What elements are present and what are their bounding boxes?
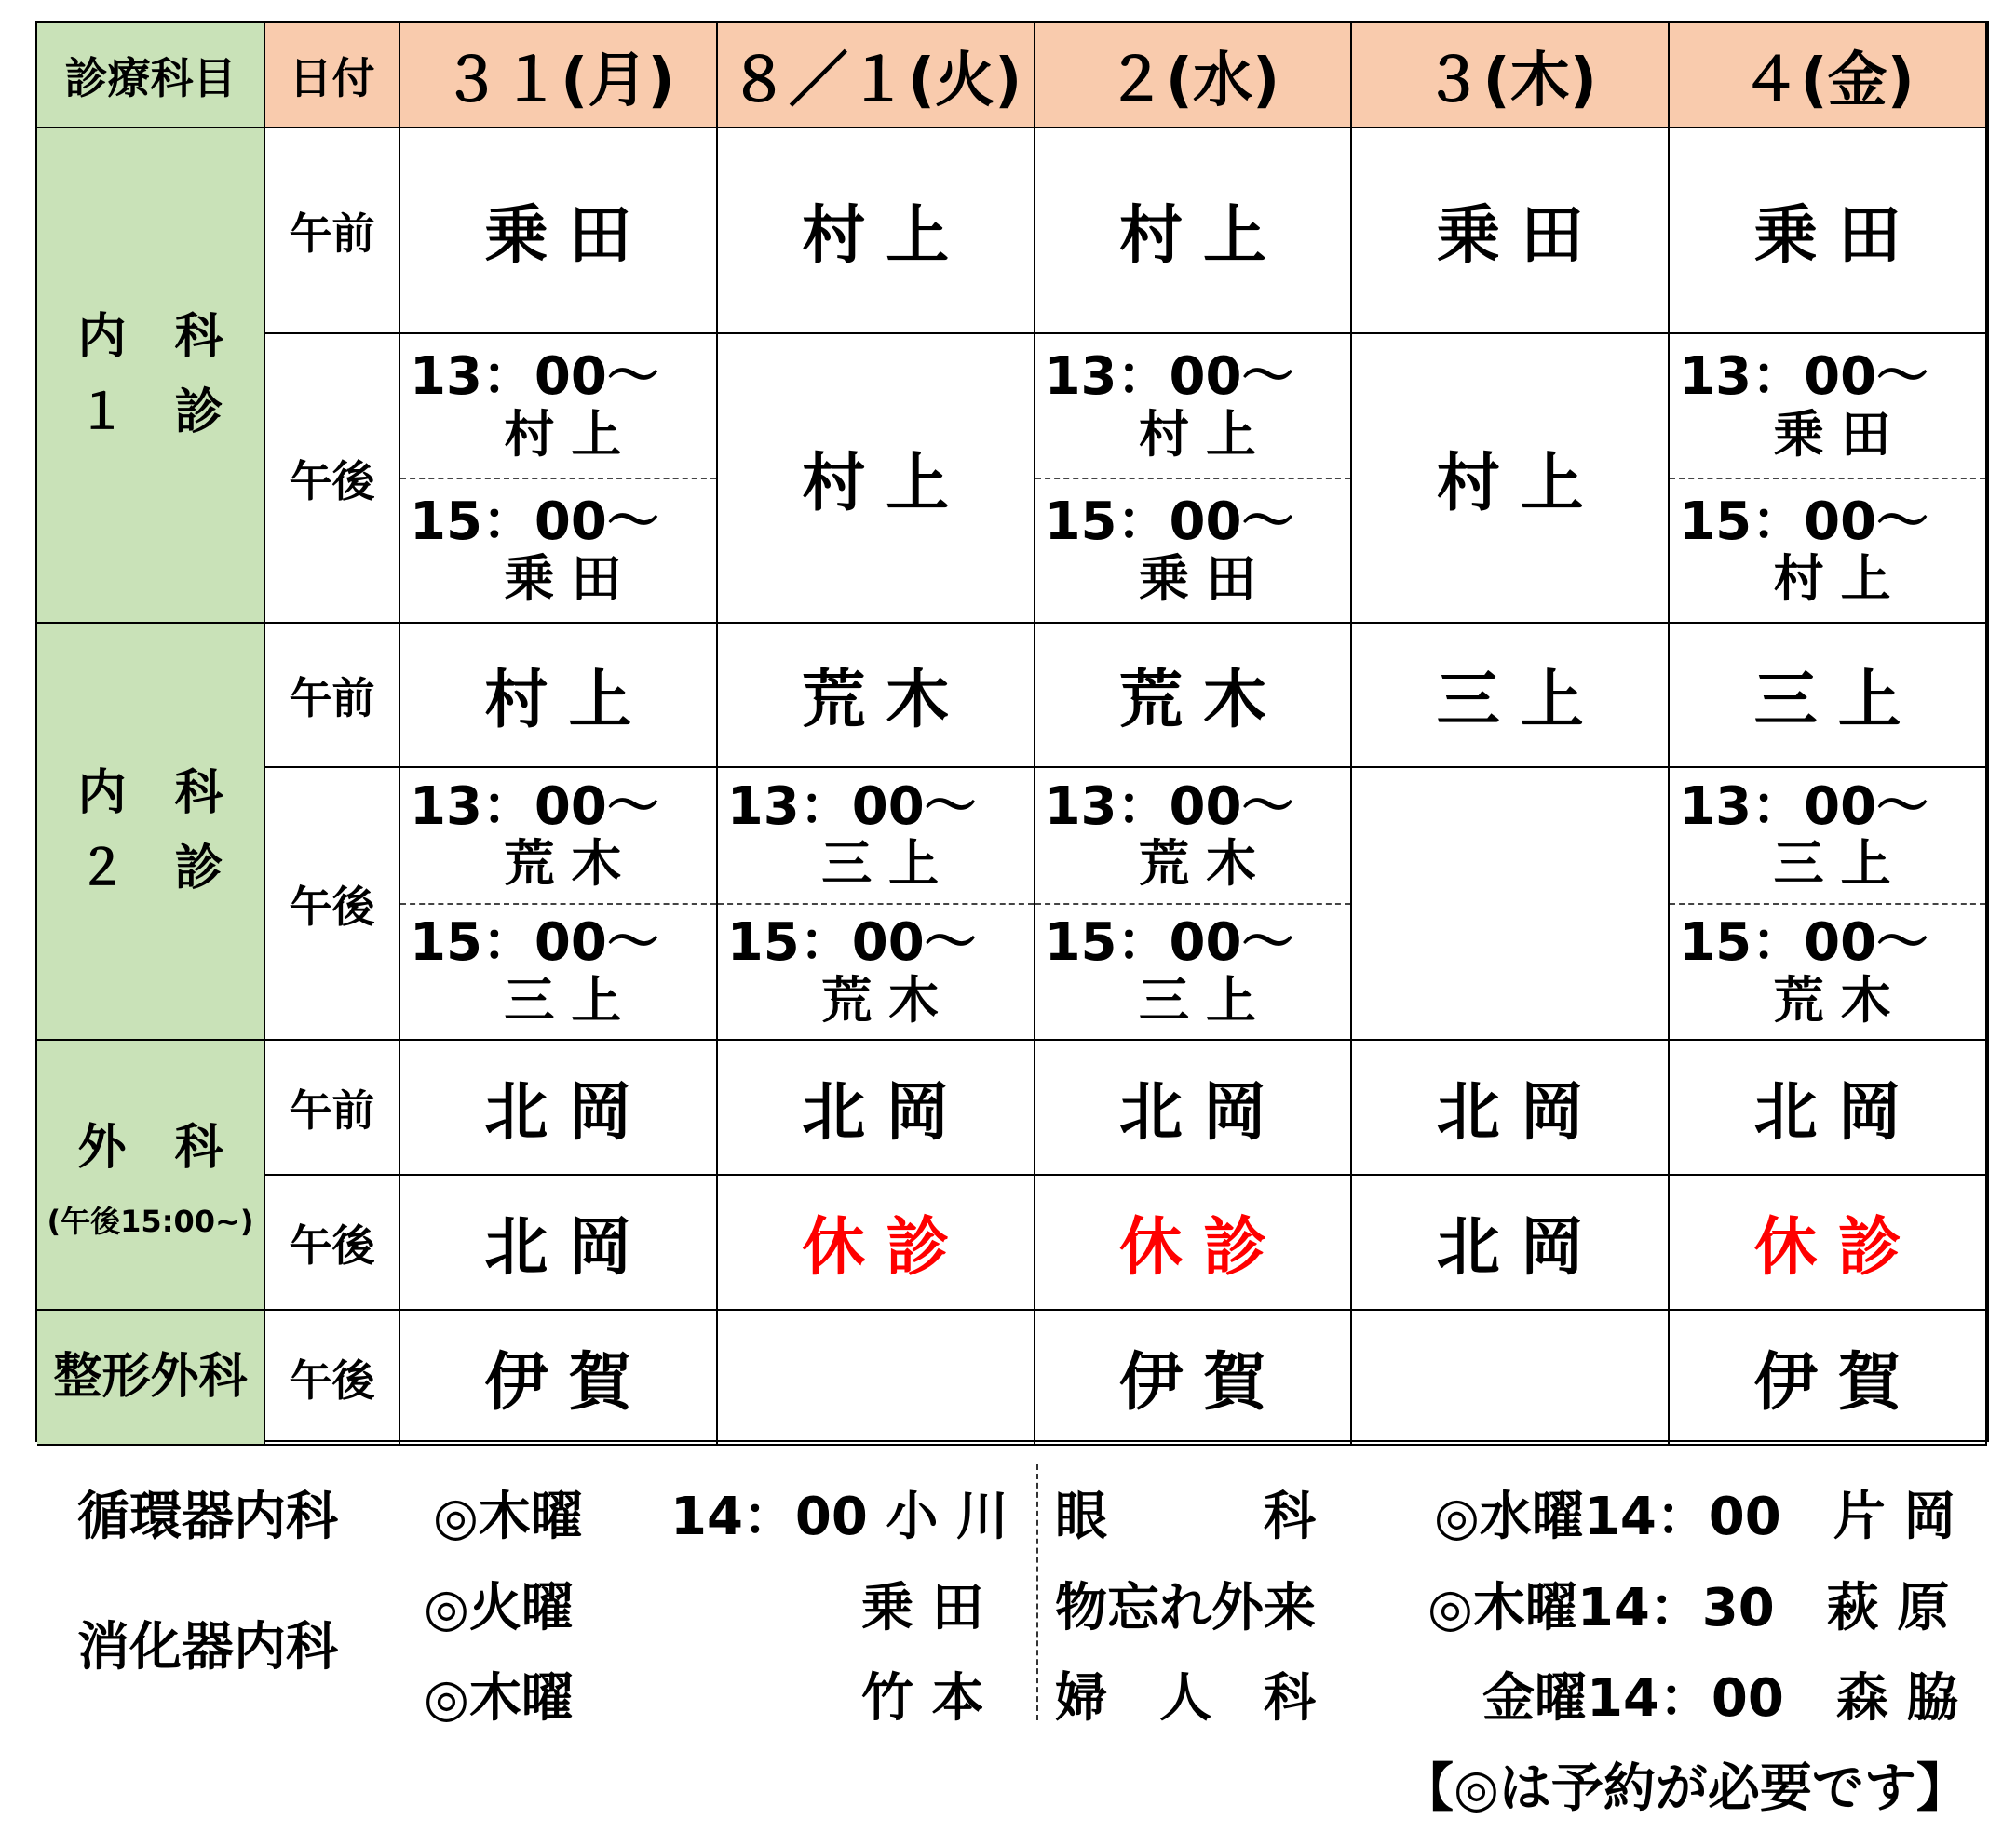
slot-doctor: 三上 [1138, 970, 1273, 1030]
slot-doctor: 三上 [821, 834, 956, 894]
time-slot [1035, 768, 1351, 903]
dept-naika-1: 内 科 １ 診 [37, 128, 265, 624]
schedule-notes [0, 1448, 2016, 1829]
dept-seikei: 整形外科 [37, 1311, 265, 1446]
dept-geka-note: (午後15:00~) [47, 1204, 254, 1240]
slot-time: 15：00～ [410, 912, 659, 974]
geka-am-cell: 北岡 [1352, 1041, 1670, 1176]
time-slot [400, 768, 716, 903]
naika1-pm-cell: 村上 [718, 334, 1035, 624]
slot-time: 15：00～ [1679, 912, 1929, 974]
period-pm: 午後 [265, 768, 400, 1041]
geka-pm-cell: 休診 [1035, 1176, 1353, 1311]
naika2-pm-cell [718, 768, 1035, 1041]
geka-pm-cell: 休診 [1670, 1176, 1987, 1311]
note-shokaki-doctor-1: 乗 田 [861, 1578, 984, 1638]
naika1-am-cell: 乗田 [1670, 128, 1987, 334]
slot-doctor: 三上 [1773, 834, 1908, 894]
note-shokaki-label: 消化器内科 [77, 1617, 338, 1678]
geka-pm-cell: 北岡 [1352, 1176, 1670, 1311]
seikei-pm-cell: 伊賀 [1035, 1311, 1353, 1446]
time-slot [718, 903, 1034, 1040]
period-am: 午前 [265, 624, 400, 768]
time-slot [1670, 478, 1985, 623]
naika2-pm-cell [1035, 768, 1353, 1041]
naika1-pm-cell: 村上 [1352, 334, 1670, 624]
time-slot [1035, 334, 1351, 478]
note-junkanki-time-doctor: 14：00 小 川 [670, 1487, 1008, 1547]
slot-time: 13：00～ [410, 775, 659, 837]
day-header: ３１(月) [400, 23, 718, 128]
geka-am-cell: 北岡 [400, 1041, 718, 1176]
slot-doctor: 乗田 [1138, 549, 1273, 609]
date-header: 日付 [265, 23, 400, 128]
dept-geka [37, 1041, 265, 1311]
geka-pm-cell: 休診 [718, 1176, 1035, 1311]
slot-time: 13：00～ [1679, 775, 1929, 837]
slot-time: 15：00～ [1044, 491, 1294, 552]
note-monowasure-schedule: ◎木曜14：30 萩 原 [1427, 1578, 1950, 1638]
naika2-am-cell: 三上 [1352, 624, 1670, 768]
slot-doctor: 荒木 [821, 970, 956, 1030]
geka-am-cell: 北岡 [718, 1041, 1035, 1176]
slot-doctor: 荒木 [1138, 834, 1273, 894]
seikei-pm-cell [1352, 1311, 1670, 1446]
time-slot [1035, 478, 1351, 623]
dept-header: 診療科目 [37, 23, 265, 128]
slot-time: 15：00～ [726, 912, 977, 974]
schedule-table [35, 21, 1989, 1442]
note-fujinka-label: 婦 人 科 [1055, 1668, 1316, 1729]
time-slot [1670, 334, 1985, 478]
reservation-footnote: 【◎は予約が必要です】 [1401, 1759, 1969, 1819]
day-header: ８／１(火) [718, 23, 1035, 128]
note-shokaki-day-2: ◎木曜 [424, 1668, 574, 1729]
day-header: ４(金) [1670, 23, 1987, 128]
naika1-pm-cell [1035, 334, 1353, 624]
slot-time: 13：00～ [726, 775, 977, 837]
slot-doctor: 三上 [504, 970, 639, 1030]
time-slot [400, 903, 716, 1040]
note-junkanki-day: ◎木曜 [433, 1487, 583, 1547]
slot-doctor: 荒木 [1773, 970, 1908, 1030]
slot-time: 13：00～ [1679, 346, 1929, 408]
slot-time: 13：00～ [1044, 775, 1294, 837]
naika1-am-cell: 村上 [1035, 128, 1353, 334]
period-pm: 午後 [265, 1311, 400, 1446]
naika1-pm-cell [400, 334, 718, 624]
slot-doctor: 荒木 [504, 834, 639, 894]
time-slot [400, 334, 716, 478]
time-slot [1670, 768, 1985, 903]
slot-time: 15：00～ [410, 491, 659, 552]
notes-divider [1036, 1464, 1038, 1720]
seikei-pm-cell: 伊賀 [1670, 1311, 1987, 1446]
naika2-am-cell: 荒木 [1035, 624, 1353, 768]
period-pm: 午後 [265, 1176, 400, 1311]
time-slot [1670, 903, 1985, 1040]
dept-geka-label: 外 科 [77, 1119, 223, 1176]
slot-time: 15：00～ [1044, 912, 1294, 974]
slot-time: 13：00～ [410, 346, 659, 408]
period-pm: 午後 [265, 334, 400, 624]
time-slot [718, 768, 1034, 903]
day-header: ３(木) [1352, 23, 1670, 128]
slot-time: 15：00～ [1679, 491, 1929, 552]
slot-doctor: 村上 [504, 404, 639, 464]
naika1-am-cell: 村上 [718, 128, 1035, 334]
time-slot [1035, 903, 1351, 1040]
seikei-pm-cell: 伊賀 [400, 1311, 718, 1446]
naika2-am-cell: 三上 [1670, 624, 1987, 768]
geka-am-cell: 北岡 [1035, 1041, 1353, 1176]
slot-doctor: 乗田 [1773, 404, 1908, 464]
note-shokaki-doctor-2: 竹 本 [861, 1668, 984, 1729]
naika1-am-cell: 乗田 [1352, 128, 1670, 334]
naika2-pm-cell [1670, 768, 1987, 1041]
geka-am-cell: 北岡 [1670, 1041, 1987, 1176]
slot-doctor: 村上 [1773, 549, 1908, 609]
day-header: ２(水) [1035, 23, 1353, 128]
slot-time: 13：00～ [1044, 346, 1294, 408]
note-ganka-label: 眼 科 [1055, 1487, 1316, 1547]
naika2-pm-cell [1352, 768, 1670, 1041]
note-shokaki-day-1: ◎火曜 [424, 1578, 574, 1638]
dept-naika-2: 内 科 ２ 診 [37, 624, 265, 1041]
slot-doctor: 乗田 [504, 549, 639, 609]
note-ganka-schedule: ◎水曜14：00 片 岡 [1434, 1487, 1956, 1547]
slot-doctor: 村上 [1138, 404, 1273, 464]
period-am: 午前 [265, 128, 400, 334]
seikei-pm-cell [718, 1311, 1035, 1446]
naika2-pm-cell [400, 768, 718, 1041]
naika1-am-cell: 乗田 [400, 128, 718, 334]
time-slot [400, 478, 716, 623]
note-fujinka-schedule: 金曜14：00 森 脇 [1482, 1668, 1959, 1729]
note-monowasure-label: 物忘れ外来 [1055, 1578, 1316, 1638]
note-junkanki-label: 循環器内科 [77, 1487, 338, 1547]
naika1-pm-cell [1670, 334, 1987, 624]
period-am: 午前 [265, 1041, 400, 1176]
geka-pm-cell: 北岡 [400, 1176, 718, 1311]
naika2-am-cell: 荒木 [718, 624, 1035, 768]
naika2-am-cell: 村上 [400, 624, 718, 768]
